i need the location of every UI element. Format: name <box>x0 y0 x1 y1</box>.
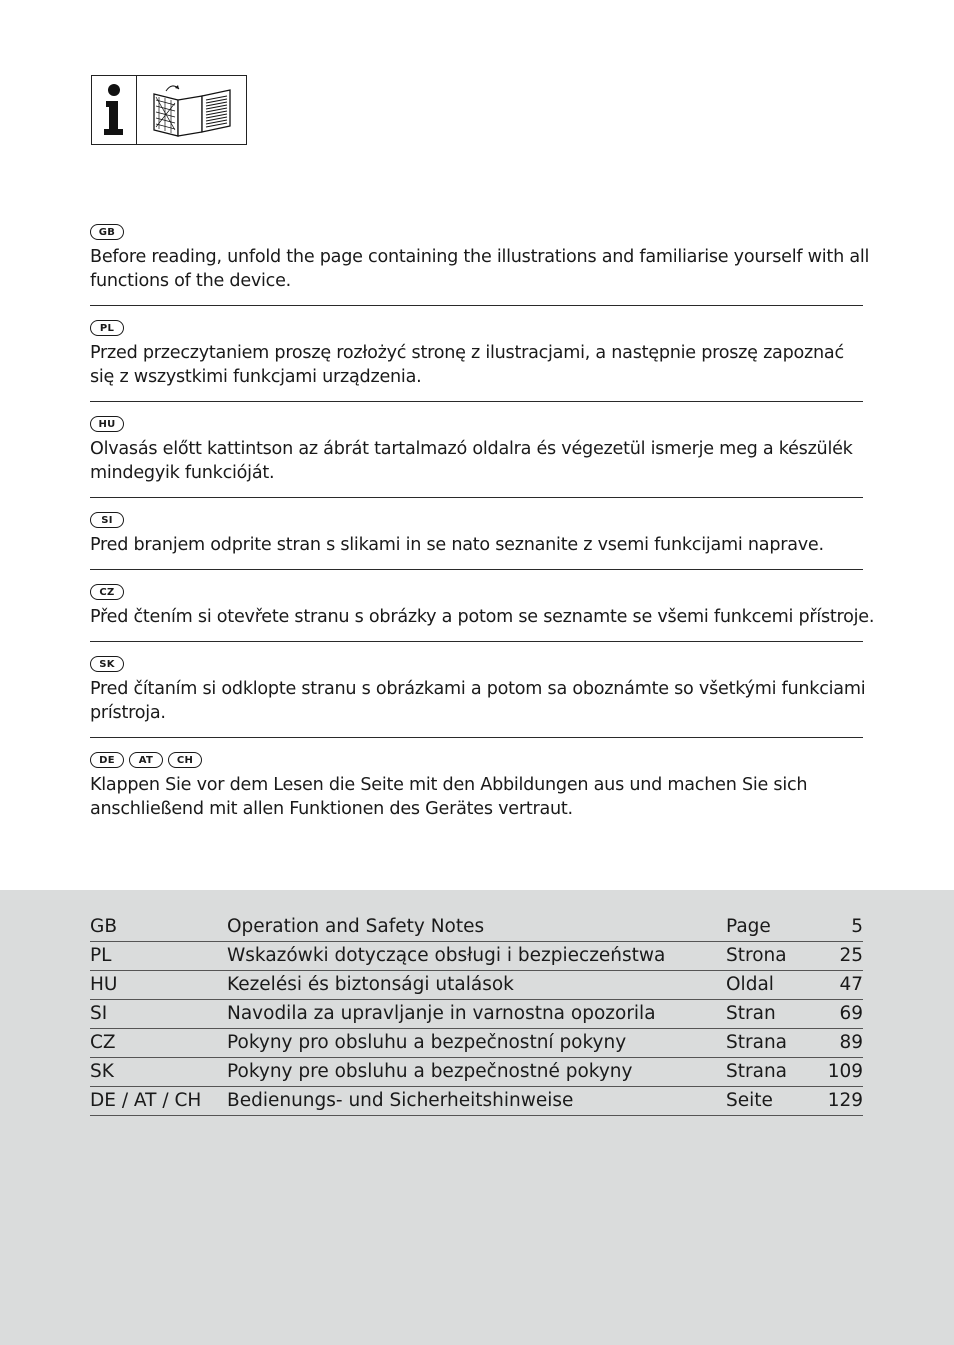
section-divider <box>90 497 863 498</box>
toc-page-number: 25 <box>839 945 863 966</box>
toc-row[interactable] <box>90 942 863 971</box>
language-badge: PL <box>90 320 124 336</box>
section-text <box>90 245 870 293</box>
toc-row[interactable] <box>90 1029 863 1058</box>
toc-page-label: Seite <box>726 1090 773 1111</box>
section-text <box>90 605 875 629</box>
toc-page-number: 47 <box>839 974 863 995</box>
toc-language-code: HU <box>90 974 118 995</box>
section-text <box>90 437 863 485</box>
section-text <box>90 341 863 389</box>
toc-language-code: DE / AT / CH <box>90 1090 202 1111</box>
toc-title: Operation and Safety Notes <box>227 916 485 937</box>
unfold-page-icon <box>137 75 247 145</box>
toc-page-number: 69 <box>839 1003 863 1024</box>
language-badges <box>90 582 863 602</box>
toc-title: Kezelési és biztonsági utalások <box>227 974 514 995</box>
section-divider <box>90 641 863 642</box>
toc-language-code: SI <box>90 1003 108 1024</box>
toc-row[interactable] <box>90 971 863 1000</box>
section-hu <box>90 414 863 485</box>
language-badge: AT <box>129 752 163 768</box>
section-text <box>90 773 863 821</box>
language-badge: CZ <box>90 584 124 600</box>
language-badge: CH <box>168 752 202 768</box>
text-line: Pred branjem odprite stran s slikami in se nato seznanite z vsemi funkcijami naprave. <box>90 535 824 555</box>
section-pl <box>90 318 863 389</box>
toc-title: Wskazówki dotyczące obsługi i bezpieczeństwa <box>227 945 666 966</box>
toc-page-number: 109 <box>827 1061 863 1082</box>
section-divider <box>90 569 863 570</box>
language-badges <box>90 654 863 674</box>
text-line: Olvasás előtt kattintson az ábrát tartalmazó oldalra és végezetül ismerje meg a készülék <box>90 439 853 459</box>
toc-language-code: GB <box>90 916 118 937</box>
toc-language-code: SK <box>90 1061 114 1082</box>
text-line: Před čtením si otevřete stranu s obrázky a potom se seznamte se všemi funkcemi přístroje. <box>90 607 875 627</box>
toc-page-label: Strana <box>726 1032 788 1053</box>
info-icon <box>91 75 137 145</box>
toc-page-number: 89 <box>839 1032 863 1053</box>
language-badge: DE <box>90 752 124 768</box>
text-line: prístroja. <box>90 703 166 723</box>
toc-page-label: Oldal <box>726 974 774 995</box>
language-badges <box>90 222 863 242</box>
text-line: anschließend mit allen Funktionen des Gerätes vertraut. <box>90 799 573 819</box>
toc-title: Pokyny pro obsluhu a bezpečnostní pokyny <box>227 1032 627 1053</box>
text-line: Klappen Sie vor dem Lesen die Seite mit den Abbildungen aus und machen Sie sich <box>90 775 808 795</box>
toc-row[interactable] <box>90 913 863 942</box>
toc-title: Bedienungs- und Sicherheitshinweise <box>227 1090 574 1111</box>
text-line: się z wszystkimi funkcjami urządzenia. <box>90 367 422 387</box>
toc-page-label: Page <box>726 916 771 937</box>
toc-page-label: Strana <box>726 1061 788 1082</box>
language-badges <box>90 750 863 770</box>
toc-language-code: CZ <box>90 1032 116 1053</box>
toc-title: Pokyny pre obsluhu a bezpečnostné pokyny <box>227 1061 633 1082</box>
section-text <box>90 533 863 557</box>
header-icons <box>91 75 247 145</box>
toc-row[interactable] <box>90 1000 863 1029</box>
toc-page-number: 129 <box>827 1090 863 1111</box>
toc-page-label: Stran <box>726 1003 776 1024</box>
toc-table <box>90 913 863 1116</box>
language-badges <box>90 414 863 434</box>
language-badges <box>90 510 863 530</box>
toc-row[interactable] <box>90 1058 863 1087</box>
section-text <box>90 677 866 725</box>
language-badge: HU <box>90 416 124 432</box>
toc-language-code: PL <box>90 945 112 966</box>
section-divider <box>90 305 863 306</box>
language-badges <box>90 318 863 338</box>
section-de-at-ch <box>90 750 863 821</box>
section-cz <box>90 582 875 629</box>
toc-page-label: Strona <box>726 945 787 966</box>
toc-page-number: 5 <box>851 916 863 937</box>
section-divider <box>90 401 863 402</box>
text-line: Przed przeczytaniem proszę rozłożyć stronę z ilustracjami, a następnie proszę zapoznać <box>90 343 844 363</box>
language-badge: SI <box>90 512 124 528</box>
text-line: Before reading, unfold the page containing the illustrations and familiarise yourself with all <box>90 247 870 267</box>
language-badge: SK <box>90 656 124 672</box>
toc-row[interactable] <box>90 1087 863 1116</box>
text-line: functions of the device. <box>90 271 292 291</box>
section-divider <box>90 737 863 738</box>
table-of-contents <box>0 890 954 1345</box>
section-si <box>90 510 863 557</box>
section-sk <box>90 654 866 725</box>
text-line: Pred čítaním si odklopte stranu s obrázkami a potom sa oboznámte so všetkými funkciami <box>90 679 866 699</box>
text-line: mindegyik funkcióját. <box>90 463 275 483</box>
toc-title: Navodila za upravljanje in varnostna opozorila <box>227 1003 656 1024</box>
language-badge: GB <box>90 224 124 240</box>
section-gb <box>90 222 870 293</box>
